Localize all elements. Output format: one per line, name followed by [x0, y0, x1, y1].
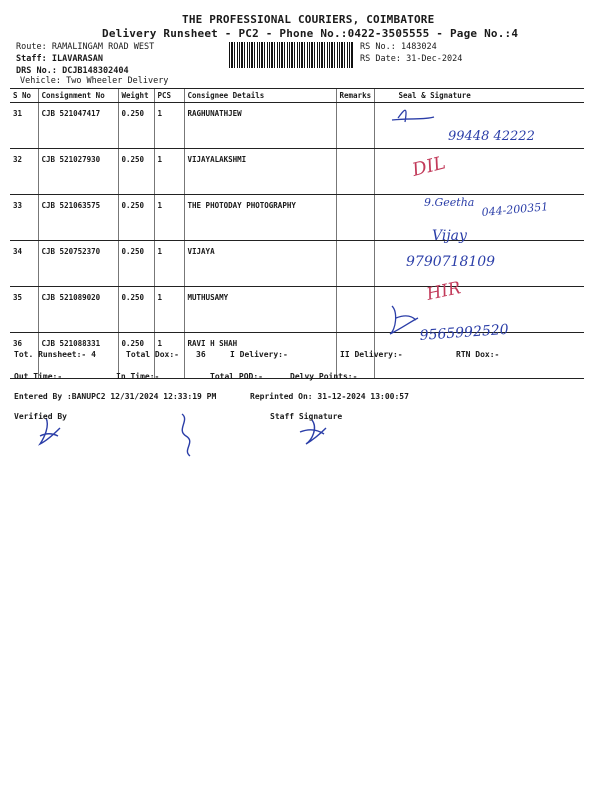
table-row [10, 241, 584, 287]
cell-consignment: CJB 521089020 [38, 287, 118, 333]
cell-consignment: CJB 521047417 [38, 103, 118, 149]
cell-consignment: CJB 521088331 [38, 333, 118, 379]
staff-line [16, 54, 103, 64]
handwritten-name: 9.Geetha [424, 196, 475, 209]
cell-sno: 31 [10, 103, 38, 149]
cell-pcs: 1 [154, 195, 184, 241]
col-header-weight: Weight [118, 89, 154, 103]
cell-sno: 32 [10, 149, 38, 195]
rtn-dox: RTN Dox:- [456, 350, 500, 359]
delvy-points: Delvy Points:- [290, 372, 358, 381]
drs-line [16, 66, 129, 76]
rs-no-value: 1483024 [400, 42, 437, 52]
verified-signature [40, 418, 60, 444]
cell-weight: 0.250 [118, 241, 154, 287]
handwritten-phone: 044-200351 [481, 200, 549, 219]
col-header-signature: Seal & Signature [374, 89, 584, 103]
cell-remarks [336, 149, 374, 195]
handwritten-phone: 99448 42222 [448, 129, 535, 144]
rs-date-line [360, 54, 462, 64]
cell-consignee: VIJAYALAKSHMI [184, 149, 336, 195]
cell-signature [374, 149, 584, 195]
cell-weight: 0.250 [118, 149, 154, 195]
cell-weight: 0.250 [118, 333, 154, 379]
cell-remarks [336, 195, 374, 241]
cell-consignment: CJB 521027930 [38, 149, 118, 195]
col-header-sno: S No [10, 89, 38, 103]
vehicle-label: Vehicle: [20, 76, 61, 86]
verified-by: Verified By [14, 412, 67, 421]
total-dox-value: 36 [196, 350, 206, 359]
handwritten-initials: DIL [410, 152, 448, 181]
page-subtitle: Delivery Runsheet - PC2 - Phone No.:0422-3505555 - Page No.:4 [102, 27, 519, 40]
cell-pcs: 1 [154, 241, 184, 287]
cell-pcs: 1 [154, 103, 184, 149]
cell-pcs: 1 [154, 149, 184, 195]
vehicle-line [20, 76, 168, 86]
cell-consignment: CJB 521063575 [38, 195, 118, 241]
route-label: Route: [16, 42, 47, 52]
handwritten-phone: 9565992520 [419, 321, 510, 344]
cell-sno: 34 [10, 241, 38, 287]
cell-weight: 0.250 [118, 287, 154, 333]
drs-value: DCJB148302404 [62, 66, 129, 76]
col-header-pcs: PCS [154, 89, 184, 103]
drs-label: DRS No.: [16, 66, 57, 76]
cell-remarks [336, 287, 374, 333]
cell-pcs: 1 [154, 333, 184, 379]
ii-delivery: II Delivery:- [340, 350, 403, 359]
cell-consignee: RAVI H SHAH [184, 333, 336, 379]
cell-sno: 36 [10, 333, 38, 379]
cell-sno: 33 [10, 195, 38, 241]
handwritten-name: Vijay [432, 228, 467, 244]
table-row [10, 195, 584, 241]
cell-consignee: VIJAYA [184, 241, 336, 287]
tot-runsheet: Tot. Runsheet:- 4 [14, 350, 96, 359]
table-header-row [10, 89, 584, 103]
cell-sno: 35 [10, 287, 38, 333]
cell-consignee: RAGHUNATHJEW [184, 103, 336, 149]
page-title: THE PROFESSIONAL COURIERS, COIMBATORE [182, 13, 435, 26]
i-delivery: I Delivery:- [230, 350, 288, 359]
rs-no-label: RS No.: [360, 42, 396, 52]
reprinted-on: Reprinted On: 31-12-2024 13:00:57 [250, 392, 409, 401]
vehicle-value: Two Wheeler Delivery [66, 76, 169, 86]
rs-date-label: RS Date: [360, 54, 401, 64]
cell-signature [374, 287, 584, 333]
col-header-remarks: Remarks [336, 89, 374, 103]
total-dox-label: Total Dox:- [126, 350, 179, 359]
cell-remarks [336, 241, 374, 287]
cell-weight: 0.250 [118, 195, 154, 241]
table-row [10, 149, 584, 195]
entered-by: Entered By :BANUPC2 12/31/2024 12:33:19 PM [14, 392, 217, 401]
handwritten-initials: HIR [424, 278, 463, 305]
cell-consignee: THE PHOTODAY PHOTOGRAPHY [184, 195, 336, 241]
cell-weight: 0.250 [118, 103, 154, 149]
cell-pcs: 1 [154, 287, 184, 333]
cell-signature [374, 195, 584, 241]
route-line [16, 42, 154, 52]
cell-consignment: CJB 520752370 [38, 241, 118, 287]
table-row [10, 103, 584, 149]
middle-signature [182, 414, 190, 456]
barcode [229, 42, 354, 68]
rs-date-value: 31-Dec-2024 [406, 54, 463, 64]
col-header-consignment: Consignment No [38, 89, 118, 103]
in-time: In Time:- [116, 372, 160, 381]
cell-remarks [336, 103, 374, 149]
col-header-consignee: Consignee Details [184, 89, 336, 103]
cell-signature [374, 103, 584, 149]
staff-label: Staff: [16, 54, 47, 64]
handwritten-phone: 9790718109 [406, 254, 496, 270]
table-row [10, 287, 584, 333]
total-pod: Total POD:- [210, 372, 263, 381]
cell-consignee: MUTHUSAMY [184, 287, 336, 333]
runsheet-table [10, 88, 584, 379]
cell-signature [374, 241, 584, 287]
out-time: Out Time:- [14, 372, 63, 381]
staff-signature-label: Staff Signature [270, 412, 343, 421]
staff-value: ILAVARASAN [51, 54, 104, 64]
staff-signature-mark [300, 420, 326, 444]
route-value: RAMALINGAM ROAD WEST [51, 42, 155, 52]
rs-no-line [360, 42, 437, 52]
